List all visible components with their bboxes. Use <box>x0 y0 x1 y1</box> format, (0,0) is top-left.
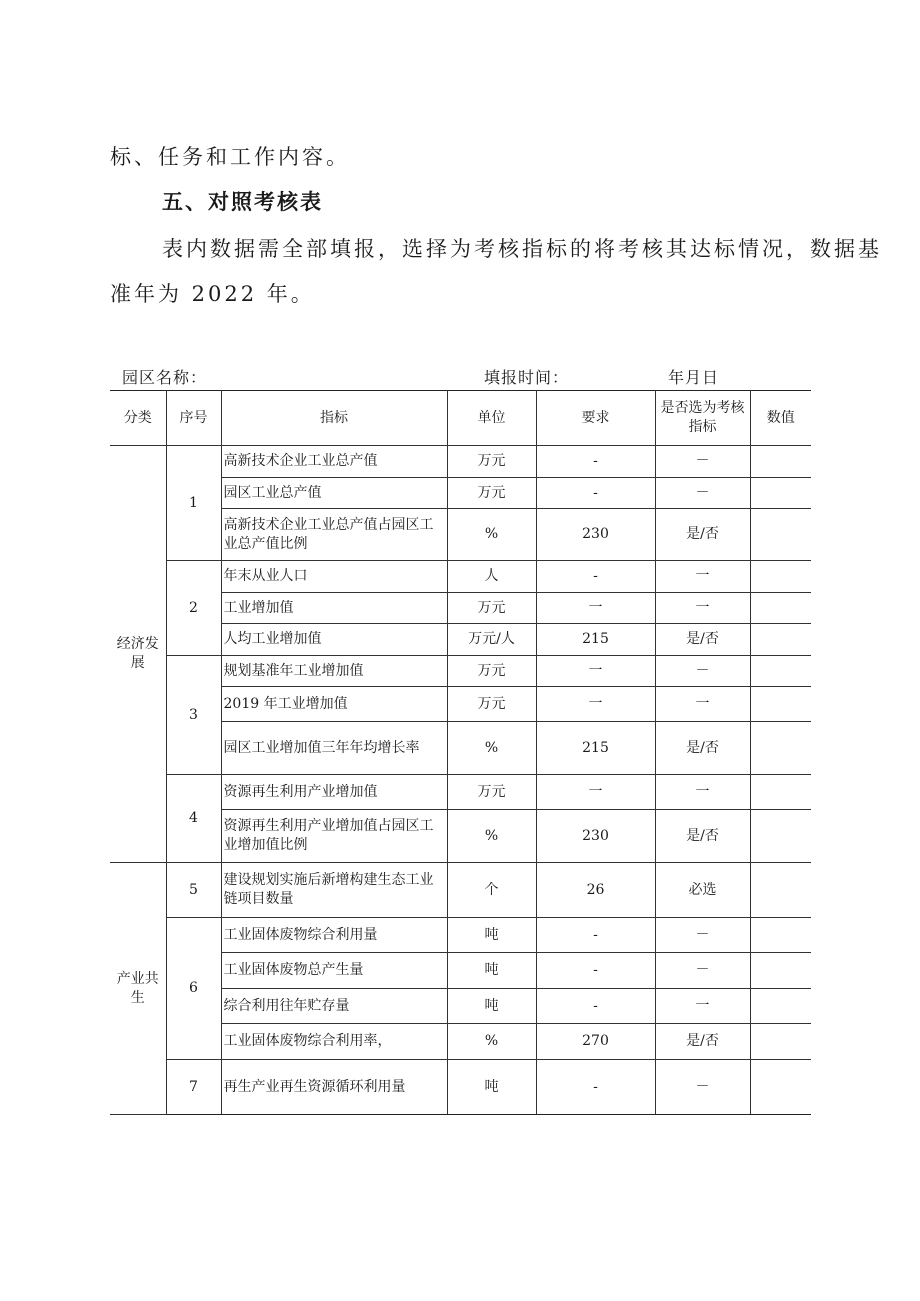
category-symbiosis <box>110 863 166 1115</box>
indicator-cell: 园区工业增加值三年年均增长率 <box>221 722 447 775</box>
requirement-cell: - <box>536 953 655 989</box>
value-cell[interactable] <box>750 989 811 1024</box>
indicator-cell: 园区工业总产值 <box>221 478 447 509</box>
selected-cell: 一 <box>655 593 750 624</box>
group-seq-1: 1 <box>166 446 221 561</box>
value-cell[interactable] <box>750 509 811 561</box>
indicator-cell: 资源再生利用产业增加值占园区工业增加值比例 <box>221 810 447 863</box>
requirement-cell: 270 <box>536 1024 655 1060</box>
unit-cell: % <box>447 509 536 561</box>
indicator-cell: 高新技术企业工业总产值 <box>221 446 447 478</box>
header-value: 数值 <box>750 391 811 446</box>
fill-time-label: 填报时间： <box>484 368 570 387</box>
section-heading: 五、对照考核表 <box>162 190 323 214</box>
indicator-cell: 工业固体废物综合利用率， <box>221 1024 447 1060</box>
header-seq: 序号 <box>166 391 221 446</box>
category-economic <box>110 446 166 863</box>
unit-cell: 人 <box>447 561 536 593</box>
table-row <box>110 775 811 810</box>
value-cell[interactable] <box>750 918 811 953</box>
table-row <box>110 863 811 918</box>
category-symbiosis-label: 产业共生 <box>116 970 159 1006</box>
indicator-cell: 年末从业人口 <box>221 561 447 593</box>
value-cell[interactable] <box>750 863 811 918</box>
indicator-cell: 人均工业增加值 <box>221 624 447 656</box>
selected-cell: 是/否 <box>655 509 750 561</box>
indicator-cell: 工业固体废物综合利用量 <box>221 918 447 953</box>
group-seq-7: 7 <box>166 1060 221 1115</box>
selected-cell: 一 <box>655 687 750 722</box>
selected-cell: 是/否 <box>655 624 750 656</box>
indicator-cell: 建设规划实施后新增构建生态工业链项目数量 <box>221 863 447 918</box>
park-name-label: 园区名称： <box>122 368 208 387</box>
selected-cell: 一 <box>655 561 750 593</box>
group-seq-3: 3 <box>166 656 221 775</box>
indicator-cell: 规划基准年工业增加值 <box>221 656 447 687</box>
group-seq-2: 2 <box>166 561 221 656</box>
header-selected-line2: 指标 <box>688 419 717 435</box>
selected-cell: 必选 <box>655 863 750 918</box>
group-seq-6: 6 <box>166 918 221 1060</box>
value-cell[interactable] <box>750 722 811 775</box>
category-economic-label: 经济发展 <box>116 636 159 671</box>
selected-cell: － <box>655 446 750 478</box>
header-unit: 单位 <box>447 391 536 446</box>
intro-paragraph-line1: 表内数据需全部填报，选择为考核指标的将考核其达标情况，数据基 <box>162 237 882 261</box>
unit-cell: 万元 <box>447 775 536 810</box>
table-row <box>110 918 811 953</box>
selected-cell: － <box>655 1060 750 1115</box>
requirement-cell: - <box>536 561 655 593</box>
value-cell[interactable] <box>750 478 811 509</box>
intro-tail-line: 标、任务和工作内容。 <box>110 145 350 169</box>
table-row <box>110 446 811 478</box>
requirement-cell: 一 <box>536 656 655 687</box>
value-cell[interactable] <box>750 593 811 624</box>
unit-cell: % <box>447 1024 536 1060</box>
selected-cell: － <box>655 478 750 509</box>
requirement-cell: 一 <box>536 687 655 722</box>
value-cell[interactable] <box>750 446 811 478</box>
indicator-cell: 2019 年工业增加值 <box>221 687 447 722</box>
unit-cell: 万元 <box>447 656 536 687</box>
selected-cell: － <box>655 656 750 687</box>
indicator-cell: 综合利用往年贮存量 <box>221 989 447 1024</box>
value-cell[interactable] <box>750 624 811 656</box>
group-seq-5: 5 <box>166 863 221 918</box>
table-row <box>110 656 811 687</box>
value-cell[interactable] <box>750 1024 811 1060</box>
selected-cell: 是/否 <box>655 722 750 775</box>
requirement-cell: - <box>536 478 655 509</box>
requirement-cell: - <box>536 989 655 1024</box>
header-category: 分类 <box>110 391 166 446</box>
selected-cell: － <box>655 918 750 953</box>
value-cell[interactable] <box>750 810 811 863</box>
table-row <box>110 1060 811 1115</box>
requirement-cell: - <box>536 918 655 953</box>
unit-cell: 万元/人 <box>447 624 536 656</box>
selected-cell: 一 <box>655 775 750 810</box>
indicator-cell: 资源再生利用产业增加值 <box>221 775 447 810</box>
requirement-cell: 215 <box>536 722 655 775</box>
header-indicator: 指标 <box>221 391 447 446</box>
value-cell[interactable] <box>750 561 811 593</box>
value-cell[interactable] <box>750 687 811 722</box>
intro-paragraph-line2: 准年为 2022 年。 <box>110 282 315 306</box>
unit-cell: % <box>447 722 536 775</box>
unit-cell: 吨 <box>447 918 536 953</box>
requirement-cell: 一 <box>536 775 655 810</box>
selected-cell: － <box>655 953 750 989</box>
value-cell[interactable] <box>750 953 811 989</box>
indicator-cell: 工业增加值 <box>221 593 447 624</box>
unit-cell: % <box>447 810 536 863</box>
unit-cell: 万元 <box>447 687 536 722</box>
requirement-cell: 215 <box>536 624 655 656</box>
selected-cell: 是/否 <box>655 810 750 863</box>
requirement-cell: 一 <box>536 593 655 624</box>
indicator-cell: 高新技术企业工业总产值占园区工业总产值比例 <box>221 509 447 561</box>
group-seq-4: 4 <box>166 775 221 863</box>
requirement-cell: - <box>536 1060 655 1115</box>
requirement-cell: - <box>536 446 655 478</box>
unit-cell: 万元 <box>447 446 536 478</box>
value-cell[interactable] <box>750 775 811 810</box>
date-label: 年月日 <box>668 368 720 387</box>
header-selected <box>655 391 750 446</box>
indicator-cell: 工业固体废物总产生量 <box>221 953 447 989</box>
selected-cell: 是/否 <box>655 1024 750 1060</box>
selected-cell: 一 <box>655 989 750 1024</box>
indicator-cell: 再生产业再生资源循环利用量 <box>221 1060 447 1115</box>
unit-cell: 吨 <box>447 953 536 989</box>
table-row <box>110 561 811 593</box>
requirement-cell: 230 <box>536 509 655 561</box>
requirement-cell: 26 <box>536 863 655 918</box>
unit-cell: 万元 <box>447 593 536 624</box>
header-selected-line1: 是否选为考核 <box>660 400 745 416</box>
value-cell[interactable] <box>750 1060 811 1115</box>
assessment-table <box>110 390 811 1115</box>
unit-cell: 吨 <box>447 989 536 1024</box>
table-header-row <box>110 391 811 446</box>
unit-cell: 万元 <box>447 478 536 509</box>
unit-cell: 吨 <box>447 1060 536 1115</box>
requirement-cell: 230 <box>536 810 655 863</box>
header-requirement: 要求 <box>536 391 655 446</box>
value-cell[interactable] <box>750 656 811 687</box>
unit-cell: 个 <box>447 863 536 918</box>
